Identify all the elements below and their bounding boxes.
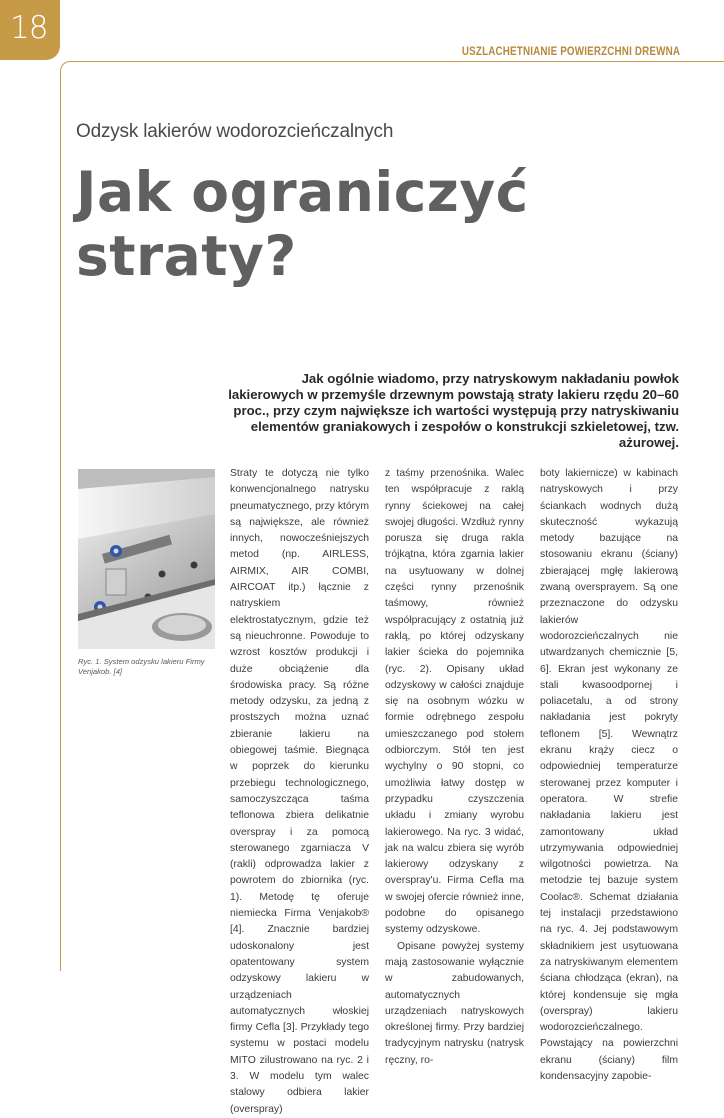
- article-lead: Jak ogólnie wiadomo, przy natryskowym nakładaniu powłok lakierowych w przemyśle drzewnym powstają straty lakieru rzędu 20–60 proc., przy czym największe ich wartości występują przy natryskiwaniu elementów graniakowych i zespołów o konstrukcji szkieletowej, tzw. ażurowej.: [228, 371, 679, 450]
- paragraph: z taśmy przenośnika. Walec ten współpracuje z raklą rynny ściekowej na całej swojej długości. Wzdłuż rynny porusza się druga rakla trójkątna, która zgarnia lakier na usytuowany w dolnej części rynny przenośnik taśmowy, również współpracujący z ostatnią już raklą, po której odzyskany lakier ścieka do pojemnika (ryc. 2). Opisany układ odzyskowy w całości znajduje się na osobnym wózku w formie odrębnego zespołu umieszczanego pod stołem odbiorczym. Stół ten jest wychylny o 90 stopni, co umożliwia łatwy dostęp w przypadku czyszczenia układu i zmiany wyrobu lakierowego. Na ryc. 3 widać, jak na walcu zbiera się wyrób lakierowy odzyskany z overspray'u. Firma Cefla ma w swojej ofercie również inne, podobne do opisanego systemy odzyskowe.: [385, 468, 524, 936]
- article-title: Jak ograniczyć straty?: [76, 160, 529, 288]
- page-number-tab: [0, 0, 60, 60]
- text-column-2: [385, 466, 524, 1069]
- paragraph: boty lakiernicze) w kabinach natryskowych i przy ściankach wodnych dużą skuteczność wykazują metody bazujące na stosowaniu ekranu (ściany) zbierającej mgłę lakierową zwaną oversprayem. Są one przeznaczone do odzysku lakierów wodorozcieńczalnych nie utwardzanych chemicznie [5, 6]. Ekran jest wykonany ze stali kwasoodpornej i poliacetalu, a od strony nakładania jest pokryty teflonem [5]. Wewnątrz ekranu krąży ciecz o odpowiedniej temperaturze sterowanej przez komputer i operatora. W strefie nakładania lakieru jest zamontowany układ utrzymywania odpowiedniej wilgotności powietrza. Na metodzie tej bazuje system Coolac®. Schemat działania tej instalacji przedstawiono na ryc. 4. Jej podstawowym składnikiem jest usytuowana za natryskiwanym elementem ściana chłodząca (ekran), na której kondensuje się mgła (overspray) lakieru wodorozcieńczalnego. Powstający na powierzchni ekranu (ściany) film kondensacyjny zapobie-: [540, 468, 678, 1082]
- frame-top-rule: [70, 61, 724, 62]
- figure-photo: [78, 469, 215, 649]
- article-kicker: Odzysk lakierów wodorozcieńczalnych: [76, 121, 394, 142]
- figure-caption: Ryc. 1. System odzysku lakieru Firmy Venjakob. [4]: [78, 657, 205, 676]
- conveyor-machine-illustration: [78, 469, 215, 649]
- text-column-3: [540, 466, 678, 1085]
- paragraph: Straty te dotyczą nie tylko konwencjonalnego natrysku pneumatycznego, przy którym są największe, ale również innych, nowocześniejszych metod (np. AIRLESS, AIRMIX, AIR COMBI, AIRCOAT itp.) łącznie z natryskiem elektrostatycznym, gdzie też są nieuchronne. Powoduje to wzrost kosztów produkcji i duże obciążenie dla środowiska pracy. Są różne metody odzysku, za jedną z prostszych można uznać zbieranie lakieru na obiegowej taśmie. Biegnąca w poprzek do kierunku przebiegu technologicznego, samoczyszcząca taśma teflonowa zbiera delikatnie overspray i za pomocą sterowanego zgarniacza V (rakli) odprowadza lakier z powrotem do zbiornika (ryc. 1). Metodę tę oferuje niemiecka Firma Venjakob® [4]. Znacznie bardziej udoskonalony jest opatentowany system odzyskowy lakieru w urządzeniach automatycznych włoskiej firmy Cefla [3]. Przykłady tego systemu w postaci modelu MITO zilustrowano na ryc. 2 i 3. W modelu tym walec stalowy odbiera lakier (overspray): [230, 468, 369, 1115]
- frame-corner: [60, 61, 73, 74]
- page-number: 18: [10, 10, 48, 46]
- section-header: USZLACHETNIANIE POWIERZCHNI DREWNA: [461, 44, 680, 58]
- paragraph: Opisane powyżej systemy mają zastosowanie wyłącznie w zabudowanych, automatycznych urządzeniach natryskowych określonej firmy. Przy bardziej tradycyjnym natrysku (natrysk ręczny, ro-: [385, 940, 524, 1066]
- frame-left-rule: [60, 71, 61, 971]
- text-column-1: [230, 466, 369, 1118]
